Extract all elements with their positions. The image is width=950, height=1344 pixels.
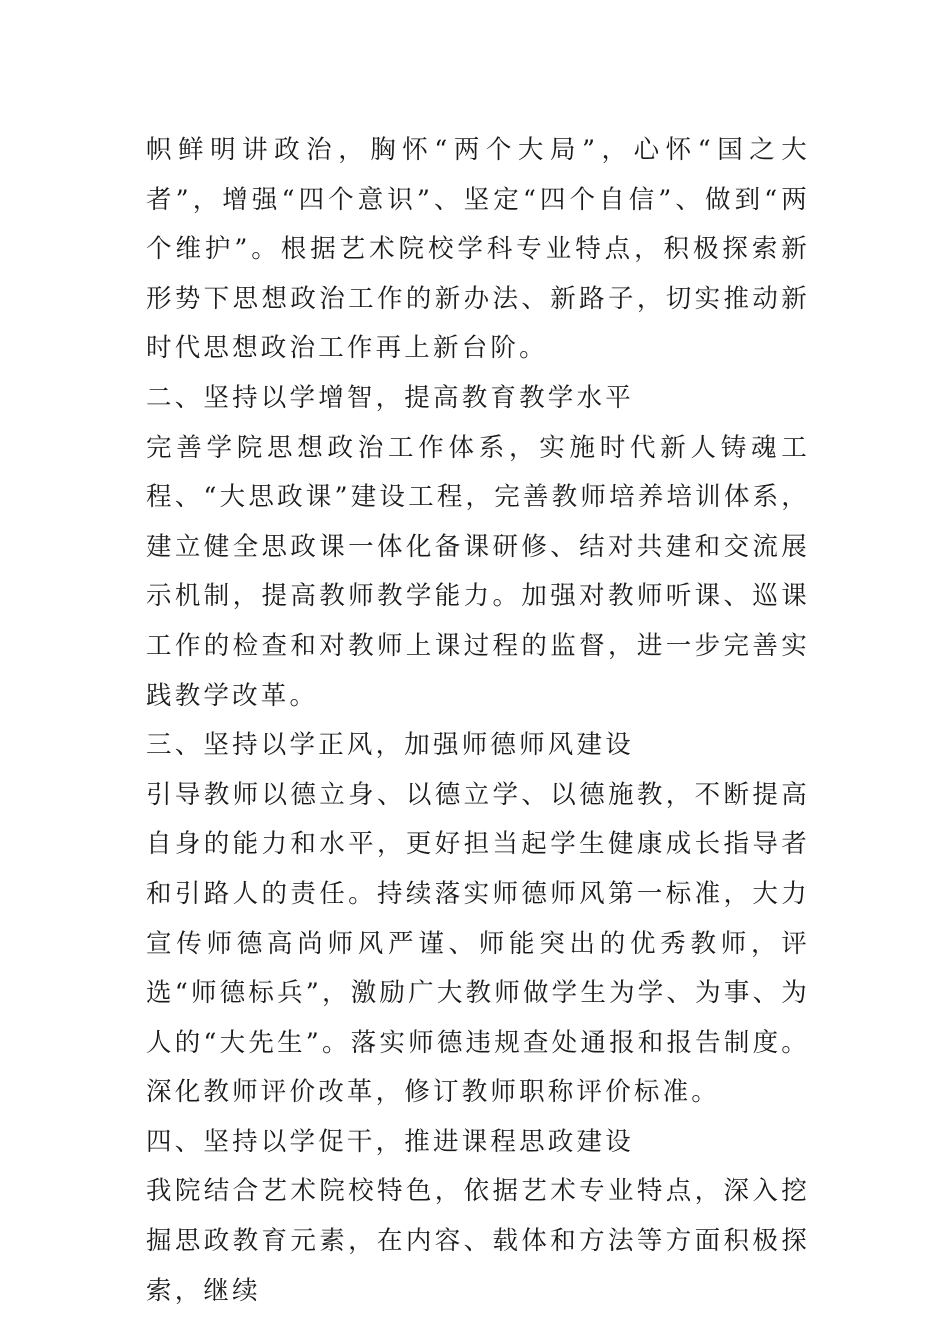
section-4-paragraph: 我院结合艺术院校特色，依据艺术专业特点，深入挖掘思政教育元素，在内容、载体和方法等方面积极探索，继续: [146, 1176, 810, 1306]
section-2-heading: 二、坚持以学增智，提高教育教学水平: [146, 382, 634, 413]
section-3-heading: 三、坚持以学正风，加强师德师风建设: [146, 730, 634, 761]
section-3-paragraph: 引导教师以德立身、以德立学、以德施教，不断提高自身的能力和水平，更好担当起学生健康成长指导者和引路人的责任。持续落实师德师风第一标准，大力宣传师德高尚师风严谨、师能突出的优秀教师，评选“师德标兵”，激励广大教师做学生为学、为事、为人的“大先生”。落实师德违规查处通报和报告制度。深化教师评价改革，修订教师职称评价标准。: [146, 779, 810, 1108]
intro-paragraph: 帜鲜明讲政治，胸怀“两个大局”，心怀“国之大者”，增强“四个意识”、坚定“四个自信”、做到“两个维护”。根据艺术院校学科专业特点，积极探索新形势下思想政治工作的新办法、新路子，切实推动新时代思想政治工作再上新台阶。: [146, 135, 810, 364]
section-2-paragraph: 完善学院思想政治工作体系，实施时代新人铸魂工程、“大思政课”建设工程，完善教师培养培训体系，建立健全思政课一体化备课研修、结对共建和交流展示机制，提高教师教学能力。加强对教师听课、巡课工作的检查和对教师上课过程的监督，进一步完善实践教学改革。: [146, 432, 810, 711]
document-page: [146, 126, 810, 1316]
section-4-heading: 四、坚持以学促干，推进课程思政建设: [146, 1126, 634, 1157]
